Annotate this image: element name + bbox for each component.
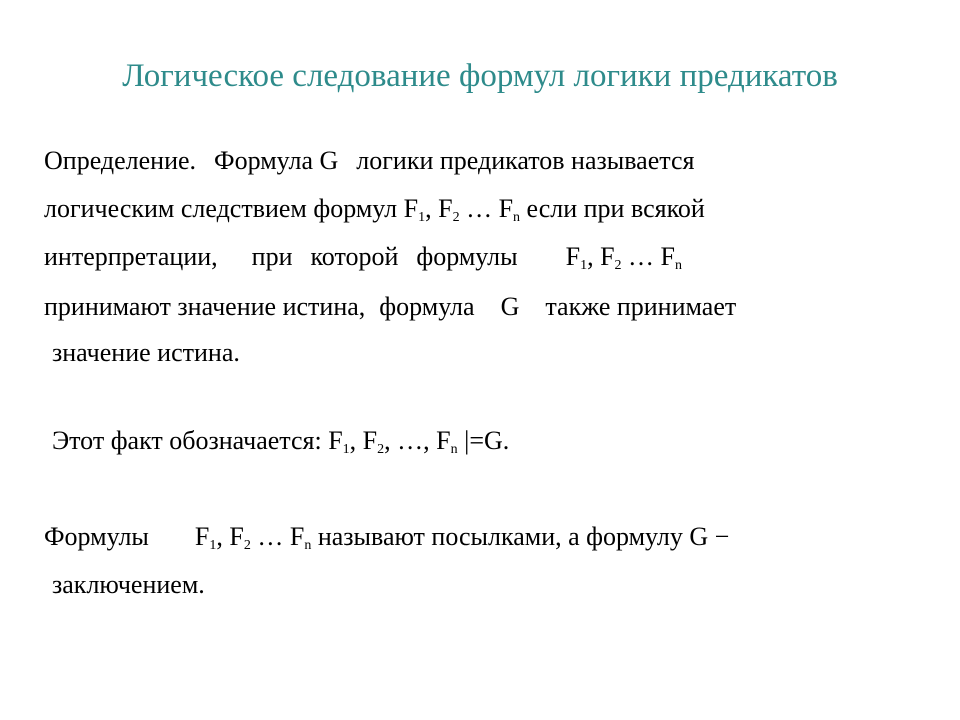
subscript: n: [675, 258, 683, 273]
premises-text: F: [194, 522, 210, 551]
subscript: 2: [614, 258, 622, 273]
notation-line: [52, 426, 509, 456]
subscript: 1: [209, 538, 217, 553]
premises-text: Формулы: [44, 522, 149, 551]
subscript: 1: [418, 210, 426, 225]
definition-text: если при всякой: [520, 194, 705, 223]
definition-line-5: [52, 338, 240, 368]
subscript: n: [450, 442, 458, 457]
definition-line-1: [44, 146, 694, 176]
definition-line-4: [44, 292, 736, 322]
notation-text: Этот факт обозначается: F: [52, 426, 343, 455]
subscript: 1: [580, 258, 588, 273]
premises-line-2: [52, 570, 205, 600]
definition-text: которой: [310, 242, 399, 271]
premises-text: , F: [216, 522, 244, 551]
definition-text: логики предикатов называется: [356, 146, 695, 175]
definition-text: … F: [621, 242, 676, 271]
definition-text: при: [251, 242, 293, 271]
definition-text: Формула G: [214, 146, 339, 175]
notation-text: , F: [349, 426, 378, 455]
definition-text: G: [500, 292, 520, 321]
definition-text: F: [565, 242, 581, 271]
definition-text: логическим следствием формул F: [44, 194, 419, 223]
notation-text: |=G.: [457, 426, 510, 455]
subscript: 1: [342, 442, 350, 457]
definition-line-2: [44, 194, 705, 224]
subscript: n: [513, 210, 521, 225]
definition-text: принимают значение истина,: [44, 292, 366, 321]
premises-text: … F: [250, 522, 305, 551]
definition-text: интерпретации,: [44, 242, 218, 271]
premises-text: заключением.: [52, 570, 205, 599]
slide-title: Логическое следование формул логики предикатов: [122, 58, 838, 94]
definition-text: … F: [459, 194, 514, 223]
notation-text: , …, F: [384, 426, 451, 455]
definition-line-3: [44, 242, 682, 272]
definition-text: значение истина.: [52, 338, 240, 367]
premises-line-1: [44, 522, 729, 552]
definition-text: формулы: [416, 242, 518, 271]
subscript: 2: [377, 442, 385, 457]
subscript: n: [304, 538, 312, 553]
definition-text: , F: [587, 242, 615, 271]
definition-text: также принимает: [545, 292, 737, 321]
definition-label: Определение.: [44, 146, 197, 175]
subscript: 2: [243, 538, 251, 553]
definition-text: формула: [379, 292, 475, 321]
subscript: 2: [452, 210, 460, 225]
premises-text: называют посылками, а формулу G −: [311, 522, 730, 551]
definition-text: , F: [425, 194, 453, 223]
